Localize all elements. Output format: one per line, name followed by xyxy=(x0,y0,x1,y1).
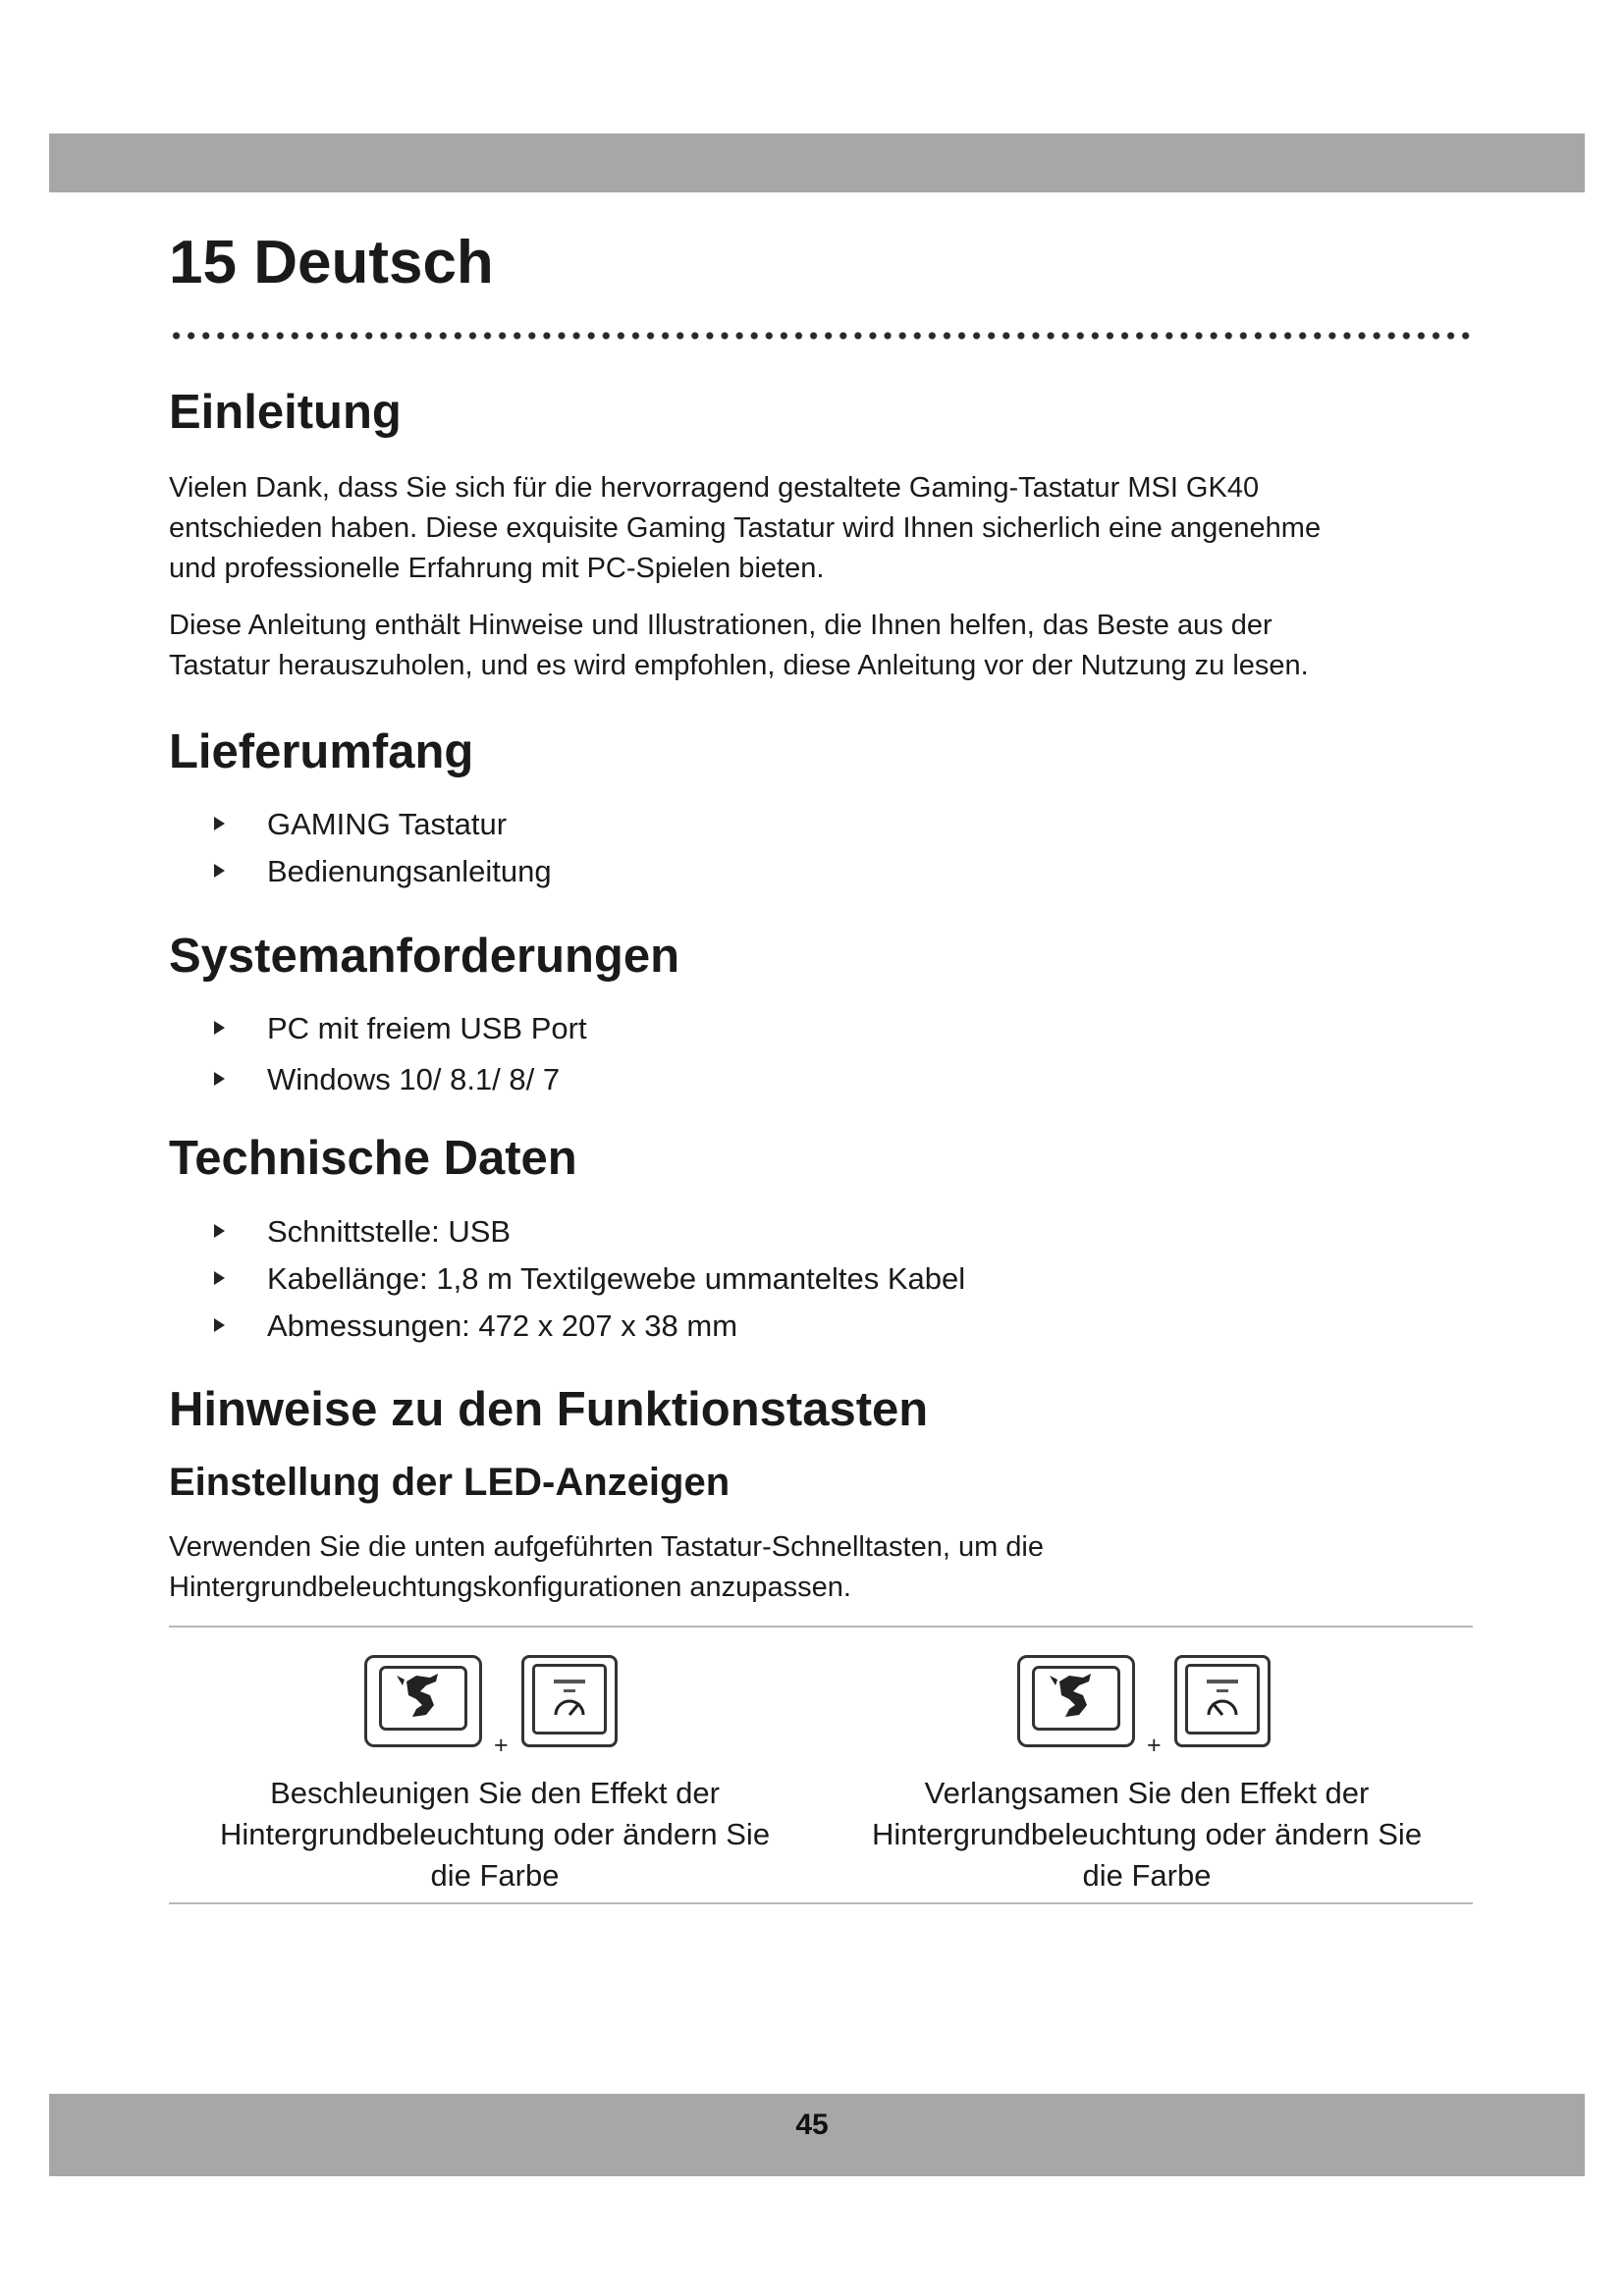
chapter-title: 15 Deutsch xyxy=(169,229,494,296)
table-bottom-rule xyxy=(169,1902,1473,1904)
subheading-led-anzeigen: Einstellung der LED-Anzeigen xyxy=(169,1461,731,1504)
dotted-divider xyxy=(169,332,1473,340)
heading-funktionstasten: Hinweise zu den Funktionstasten xyxy=(169,1383,929,1436)
bullet-arrow-icon xyxy=(214,1318,225,1332)
intro-paragraph-1-line-3: und professionelle Erfahrung mit PC-Spielen bieten. xyxy=(169,553,825,584)
msi-dragon-icon xyxy=(1040,1666,1112,1731)
hotkey-description-line-3: die Farbe xyxy=(1082,1858,1212,1893)
list-item-text: Windows 10/ 8.1/ 8/ 7 xyxy=(267,1062,561,1096)
list-item-text: Abmessungen: 472 x 207 x 38 mm xyxy=(267,1308,738,1343)
plus-sign: + xyxy=(1147,1732,1162,1759)
hotkey-description-line-2: Hintergrundbeleuchtung oder ändern Sie xyxy=(871,1817,1423,1851)
page-number: 45 xyxy=(795,2109,829,2141)
table-top-rule xyxy=(169,1626,1473,1628)
hotkey-description xyxy=(169,1773,821,1896)
header-band xyxy=(49,133,1585,192)
list-item-text: Kabellänge: 1,8 m Textilgewebe ummanteltes Kabel xyxy=(267,1261,966,1296)
list-item xyxy=(169,1054,587,1105)
led-speed-up-key-icon xyxy=(521,1655,618,1747)
list-item xyxy=(169,1255,965,1303)
hotkey-description-line-1: Verlangsamen Sie den Effekt der xyxy=(924,1776,1370,1810)
heading-lieferumfang: Lieferumfang xyxy=(169,725,474,778)
msi-dragon-icon xyxy=(387,1666,460,1731)
hotkey-description-line-1: Beschleunigen Sie den Effekt der xyxy=(270,1776,720,1810)
funktionstasten-intro-line-2: Hintergrundbeleuchtungskonfigurationen anzupassen. xyxy=(169,1572,851,1603)
msi-logo-key-icon xyxy=(1017,1655,1135,1747)
led-speed-icon xyxy=(1187,1666,1258,1735)
intro-paragraph-2-line-2: Tastatur herauszuholen, und es wird empfohlen, diese Anleitung vor der Nutzung zu lesen. xyxy=(169,650,1309,681)
list-item-text: PC mit freiem USB Port xyxy=(267,1011,587,1045)
list-item xyxy=(169,1208,965,1255)
technische-daten-list xyxy=(169,1208,965,1350)
hotkey-description xyxy=(821,1773,1473,1896)
intro-paragraph-1 xyxy=(169,468,1475,589)
intro-paragraph-2-line-1: Diese Anleitung enthält Hinweise und Illustrationen, die Ihnen helfen, das Beste aus der xyxy=(169,610,1272,641)
bullet-arrow-icon xyxy=(214,1021,225,1035)
led-speed-icon xyxy=(534,1666,605,1735)
intro-paragraph-1-line-2: entschieden haben. Diese exquisite Gaming Tastatur wird Ihnen sicherlich eine angenehme xyxy=(169,512,1322,544)
list-item xyxy=(169,1303,965,1350)
list-item-text: GAMING Tastatur xyxy=(267,807,508,841)
funktionstasten-intro xyxy=(169,1527,1475,1608)
msi-logo-key-icon xyxy=(364,1655,482,1747)
heading-technische-daten: Technische Daten xyxy=(169,1132,577,1185)
list-item-text: Schnittstelle: USB xyxy=(267,1214,512,1249)
hotkey-description-line-2: Hintergrundbeleuchtung oder ändern Sie xyxy=(219,1817,771,1851)
plus-sign: + xyxy=(494,1732,509,1759)
bullet-arrow-icon xyxy=(214,1271,225,1285)
heading-systemanforderungen: Systemanforderungen xyxy=(169,930,680,983)
bullet-arrow-icon xyxy=(214,864,225,878)
bullet-arrow-icon xyxy=(214,817,225,830)
heading-einleitung: Einleitung xyxy=(169,386,402,439)
funktionstasten-intro-line-1: Verwenden Sie die unten aufgeführten Tastatur-Schnelltasten, um die xyxy=(169,1531,1044,1563)
list-item xyxy=(169,848,552,895)
intro-paragraph-2 xyxy=(169,606,1475,686)
systemanforderungen-list xyxy=(169,1003,587,1105)
hotkey-description-line-3: die Farbe xyxy=(430,1858,560,1893)
list-item xyxy=(169,1003,587,1054)
list-item xyxy=(169,801,552,848)
intro-paragraph-1-line-1: Vielen Dank, dass Sie sich für die hervorragend gestaltete Gaming-Tastatur MSI GK40 xyxy=(169,472,1260,504)
list-item-text: Bedienungsanleitung xyxy=(267,854,552,888)
bullet-arrow-icon xyxy=(214,1072,225,1086)
led-speed-down-key-icon xyxy=(1174,1655,1271,1747)
bullet-arrow-icon xyxy=(214,1224,225,1238)
lieferumfang-list xyxy=(169,801,552,895)
